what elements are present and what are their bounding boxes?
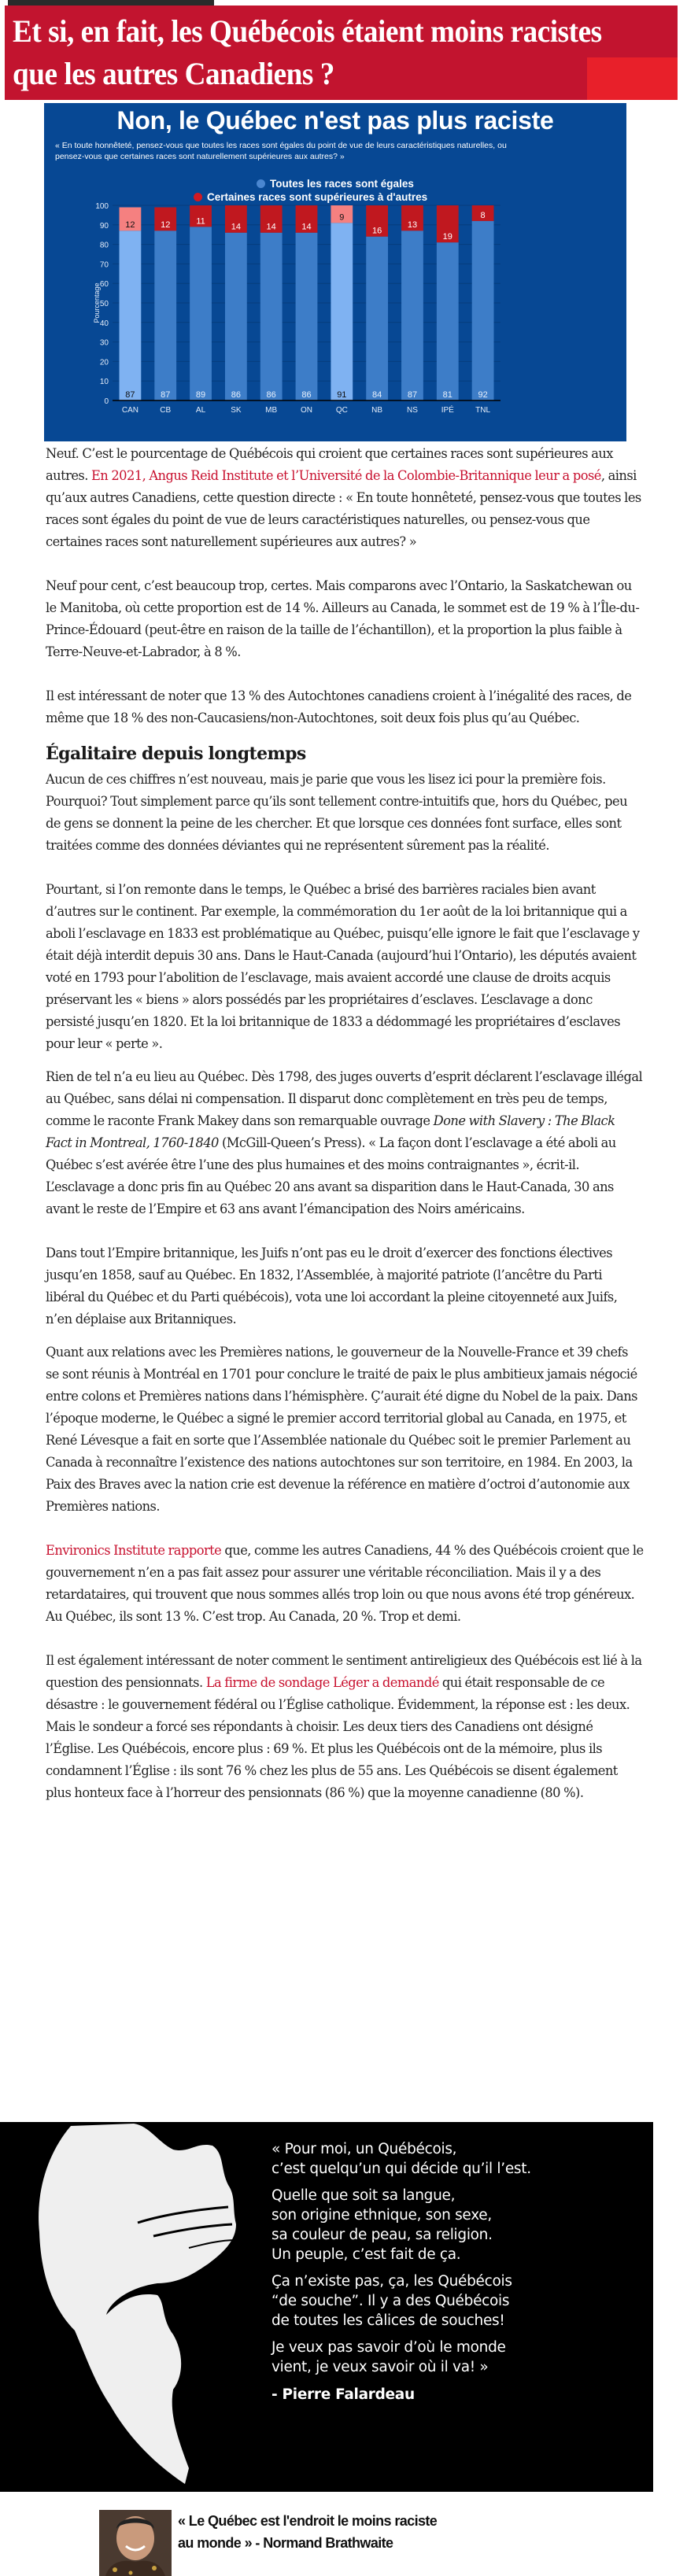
y-tick-label: 80 xyxy=(99,241,109,250)
quote-line: c’est quelqu’un qui décide qu’il l’est. xyxy=(271,2161,531,2177)
stacked-bar-chart xyxy=(44,197,626,441)
text: Il est également intéressant de noter comment le sentiment antireligieux des Québécois est lié à la question des pensionnats. xyxy=(46,1653,642,1690)
legend-label: Toutes les races sont égales xyxy=(270,178,414,190)
x-tick-label: NB xyxy=(371,406,383,415)
chart-subtitle: « En toute honnêteté, pensez-vous que toutes les races sont égales du point de vue de leurs caractéristiques naturelles, ou pensez-vous que certaines races sont naturellement supérieures aux autres? » xyxy=(55,141,507,161)
x-tick-label: NS xyxy=(407,406,418,415)
y-tick-label: 40 xyxy=(99,319,109,328)
quote-line: “de souche”. Il y a des Québécois xyxy=(271,2293,510,2309)
falardeau-quote-image xyxy=(0,2122,653,2492)
environics-link[interactable]: Environics Institute rapporte xyxy=(46,1543,222,1558)
paragraph: Aucun de ces chiffres n’est nouveau, mais je parie que vous les lisez ici pour la première fois. Pourquoi? Tout simplement parce qu’ils sont tellement contre-intuitifs que, hors du Québec, peu de gens se donnent la peine de les chercher. Et que lorsque ces données font surface, elles sont traitées comme des données déviantes qui ne représentent sûrement pas la réalité. xyxy=(46,772,628,853)
data-label-superior: 19 xyxy=(442,232,452,242)
section-heading: Égalitaire depuis longtemps xyxy=(46,744,306,764)
y-tick-label: 0 xyxy=(104,397,109,406)
text: (McGill-Queen’s Press). « La façon dont l’esclavage a été aboli au Québec s’est avérée être l’une des plus humaines et des moins contraignantes », écrit-il. L’esclavage a donc pris fin au Québec 20 ans avant sa disparition dans le Haut-Canada, 30 ans avant le reste de l’Empire et 63 ans avant l’émancipation des Noirs américains. xyxy=(46,1135,616,1216)
data-label-equal: 89 xyxy=(195,390,206,400)
related-title[interactable]: « Le Québec est l'endroit le moins raciste au monde » - Normand Brathwaite xyxy=(178,2513,438,2551)
x-tick-label: ON xyxy=(301,406,312,415)
data-label-superior: 14 xyxy=(231,222,241,232)
x-tick-label: MB xyxy=(265,406,278,415)
bar-equal xyxy=(401,231,423,400)
data-label-superior: 12 xyxy=(125,220,135,231)
y-tick-label: 90 xyxy=(99,221,109,231)
data-label-equal: 87 xyxy=(407,390,418,400)
data-label-superior: 11 xyxy=(196,216,205,227)
data-label-equal: 84 xyxy=(372,390,382,400)
data-label-equal: 92 xyxy=(478,390,488,400)
page-title: Et si, en fait, les Québécois étaient moins racistes que les autres Canadiens ? xyxy=(13,13,602,91)
y-tick-label: 100 xyxy=(95,202,109,211)
related-article-link[interactable] xyxy=(99,2510,493,2576)
paragraph xyxy=(46,443,644,553)
x-tick-label: AL xyxy=(195,406,206,415)
y-tick-label: 50 xyxy=(99,300,109,308)
legend-dot-icon xyxy=(257,179,265,188)
bar-equal xyxy=(296,233,318,400)
quote-stanza-1 xyxy=(271,2139,641,2179)
paragraph xyxy=(46,1650,644,1804)
angus-reid-link[interactable]: En 2021, Angus Reid Institute et l’Université de la Colombie-Britannique leur a posé xyxy=(90,468,601,483)
x-tick-label: IPÉ xyxy=(441,406,454,415)
data-label-superior: 14 xyxy=(301,222,312,232)
bar-equal xyxy=(190,227,212,400)
data-label-superior: 9 xyxy=(339,212,345,223)
x-tick-label: QC xyxy=(335,406,348,415)
data-label-superior: 12 xyxy=(161,220,171,231)
quote-line: de toutes les câlices de souches! xyxy=(271,2312,505,2329)
y-tick-label: 30 xyxy=(99,338,109,348)
quote xyxy=(271,2139,641,2412)
quote-author: - Pierre Falardeau xyxy=(271,2386,415,2403)
x-tick-label: CAN xyxy=(121,406,139,415)
article-body xyxy=(46,443,644,1826)
data-label-superior: 16 xyxy=(372,226,382,236)
y-axis-label: Pourcentage xyxy=(93,282,101,323)
text: , ainsi qu’aux autres Canadiens, cette question directe : « En toute honnêteté, pensez-vous que toutes les races sont égales du point de vue de leurs caractéristiques naturelles, ou pensez-vous que certaines races sont naturellement supérieures aux autres? » xyxy=(46,468,641,549)
quote-stanza-3 xyxy=(271,2272,641,2331)
bar-equal xyxy=(154,231,176,400)
bar-equal xyxy=(472,221,494,400)
leger-link[interactable]: La firme de sondage Léger a demandé xyxy=(205,1675,439,1690)
x-tick-label: CB xyxy=(160,406,172,415)
quote-line: Ça n’existe pas, ça, les Québécois xyxy=(271,2273,512,2290)
x-tick-label: TNL xyxy=(475,406,491,415)
quote-line: son origine ethnique, son sexe, xyxy=(271,2207,492,2224)
paragraph: Il est intéressant de noter que 13 % des Autochtones canadiens croient à l’inégalité des races, de même que 18 % des non-Caucasiens/non-Autochtones, soit deux fois plus qu’au Québec. xyxy=(46,688,632,725)
legend-item-equal xyxy=(257,177,427,190)
data-label-equal: 91 xyxy=(337,390,347,400)
book-title: Done with Slavery : The Black Fact in Montreal, 1760-1840 xyxy=(46,1113,615,1150)
data-label-superior: 14 xyxy=(266,222,276,232)
data-label-equal: 86 xyxy=(231,390,241,400)
paragraph: Pourtant, si l’on remonte dans le temps, le Québec a brisé des barrières raciales bien avant d’autres sur le continent. Par exemple, la commémoration du 1er août de la loi britannique qui a aboli l’esclavage en 1833 est problématique au Québec, puisqu’elle ignore le fait que l’esclavage y était déjà interdit depuis 30 ans. Dans le Haut-Canada (aujourd’hui l’Ontario), les députés avaient voté en 1793 pour l’abolition de l’esclavage, mais avaient accordé une clause de droits acquis préservant les « biens » alors possédés par les propriétaires d’esclaves. L’esclavage a donc persisté jusqu’en 1820. Et la loi britannique de 1833 a dédommagé les propriétaires d’esclaves pour leur « perte ». xyxy=(46,882,640,1051)
bar-equal xyxy=(437,242,459,400)
headline-banner xyxy=(5,6,678,100)
x-tick-label: SK xyxy=(231,406,242,415)
infographic xyxy=(44,103,626,441)
data-label-equal: 87 xyxy=(161,390,171,400)
data-label-superior: 8 xyxy=(480,210,486,220)
bar-equal xyxy=(260,233,283,400)
portrait-silhouette-icon xyxy=(0,2122,260,2492)
y-tick-label: 60 xyxy=(99,280,109,290)
y-tick-label: 10 xyxy=(99,378,109,387)
text: Rien de tel n’a eu lieu au Québec. Dès 1798, des juges ouverts d’esprit déclarent l’esclavage illégal au Québec, sans délai ni compensation. Il disparut donc complètement en très peu de temps, comme le raconte Frank Makey dans son remarquable ouvrage xyxy=(46,1069,643,1128)
person-photo-icon xyxy=(99,2510,172,2576)
quote-line: Un peuple, c’est fait de ça. xyxy=(271,2246,461,2263)
bar-equal xyxy=(225,233,247,400)
data-label-equal: 86 xyxy=(301,390,312,400)
quote-line: vient, je veux savoir où il va! » xyxy=(271,2359,489,2375)
text: que, comme les autres Canadiens, 44 % des Québécois croient que le gouvernement n’en a pas fait assez pour assurer une véritable réconciliation. Mais il y a des retardataires, qui trouvent que nous sommes allés trop loin ou que nous avons été trop généreux. Au Québec, ils sont 13 %. C’est trop. Au Canada, 20 %. Trop et demi. xyxy=(46,1543,644,1624)
bar-equal xyxy=(120,231,142,400)
data-label-equal: 86 xyxy=(266,390,276,400)
quote-stanza-2 xyxy=(271,2186,641,2264)
bar-equal xyxy=(331,223,353,400)
quote-line: Quelle que soit sa langue, xyxy=(271,2187,456,2204)
quote-line: « Pour moi, un Québécois, xyxy=(271,2141,457,2157)
y-tick-label: 20 xyxy=(99,358,109,367)
data-label-equal: 87 xyxy=(125,390,135,400)
bar-equal xyxy=(366,237,388,400)
paragraph xyxy=(46,1066,644,1220)
top-rule xyxy=(8,0,214,6)
quote-line: Je veux pas savoir d’où le monde xyxy=(271,2339,506,2356)
data-label-equal: 81 xyxy=(442,390,452,400)
related-thumbnail[interactable] xyxy=(99,2510,172,2576)
data-label-superior: 13 xyxy=(407,220,418,231)
paragraph xyxy=(46,1540,644,1628)
y-tick-label: 70 xyxy=(99,260,109,270)
quote-stanza-4 xyxy=(271,2338,641,2377)
quote-line: sa couleur de peau, sa religion. xyxy=(271,2227,493,2243)
text: qui était responsable de ce désastre : le gouvernement fédéral ou l’Église catholique. Évidemment, la réponse est : les deux. Mais le sondeur a forcé ses répondants à choisir. Les deux tiers des Canadiens ont désigné l’Église. Les Québécois, encore plus : 69 %. Et plus les Québécois ont de la mémoire, plus ils condamnent l’Église : ils sont 76 % chez les plus de 55 ans. Les Québécois se disent également plus honteux face à l’horreur des pensionnats (86 %) que la moyenne canadienne (80 %). xyxy=(46,1675,630,1800)
chart-title: Non, le Québec n'est pas plus raciste xyxy=(116,106,554,135)
legend-label: Certaines races sont supérieures à d'autres xyxy=(207,191,428,203)
text: Neuf. C’est le pourcentage de Québécois qui croient que certaines races sont supérieures aux autres. xyxy=(46,446,613,483)
paragraph: Quant aux relations avec les Premières nations, le gouverneur de la Nouvelle-France et 39 chefs se sont réunis à Montréal en 1701 pour conclure le traité de paix le plus ambitieux jamais négocié entre colons et Premières nations dans l’hémisphère. Ç’aurait été digne du Nobel de la paix. Dans l’époque moderne, le Québec a signé le premier accord territorial global au Canada, en 1975, et René Lévesque a fait en sorte que l’Assemblée nationale du Québec soit le premier Parlement au Canada à reconnaître l’existence des nations autochtones sur son territoire, en 1984. En 2003, la Paix des Braves avec la nation crie est devenue la référence en matière d’octroi d’autonomie aux Premières nations. xyxy=(46,1345,637,1514)
paragraph: Dans tout l’Empire britannique, les Juifs n’ont pas eu le droit d’exercer des fonctions électives jusqu’en 1858, sauf au Québec. En 1832, l’Assemblée, à majorité patriote (l’ancêtre du Parti libéral du Québec et du Parti québécois), vota une loi accordant la pleine citoyenneté aux Juifs, n’en déplaise aux Britanniques. xyxy=(46,1246,618,1327)
paragraph: Neuf pour cent, c’est beaucoup trop, certes. Mais comparons avec l’Ontario, la Saskatchewan ou le Manitoba, où cette proportion est de 14 %. Ailleurs au Canada, le sommet est de 19 % à l’Île-du-Prince-Édouard (peut-être en raison de la taille de l’échantillon), et la proportion la plus faible à Terre-Neuve-et-Labrador, à 8 %. xyxy=(46,578,640,659)
